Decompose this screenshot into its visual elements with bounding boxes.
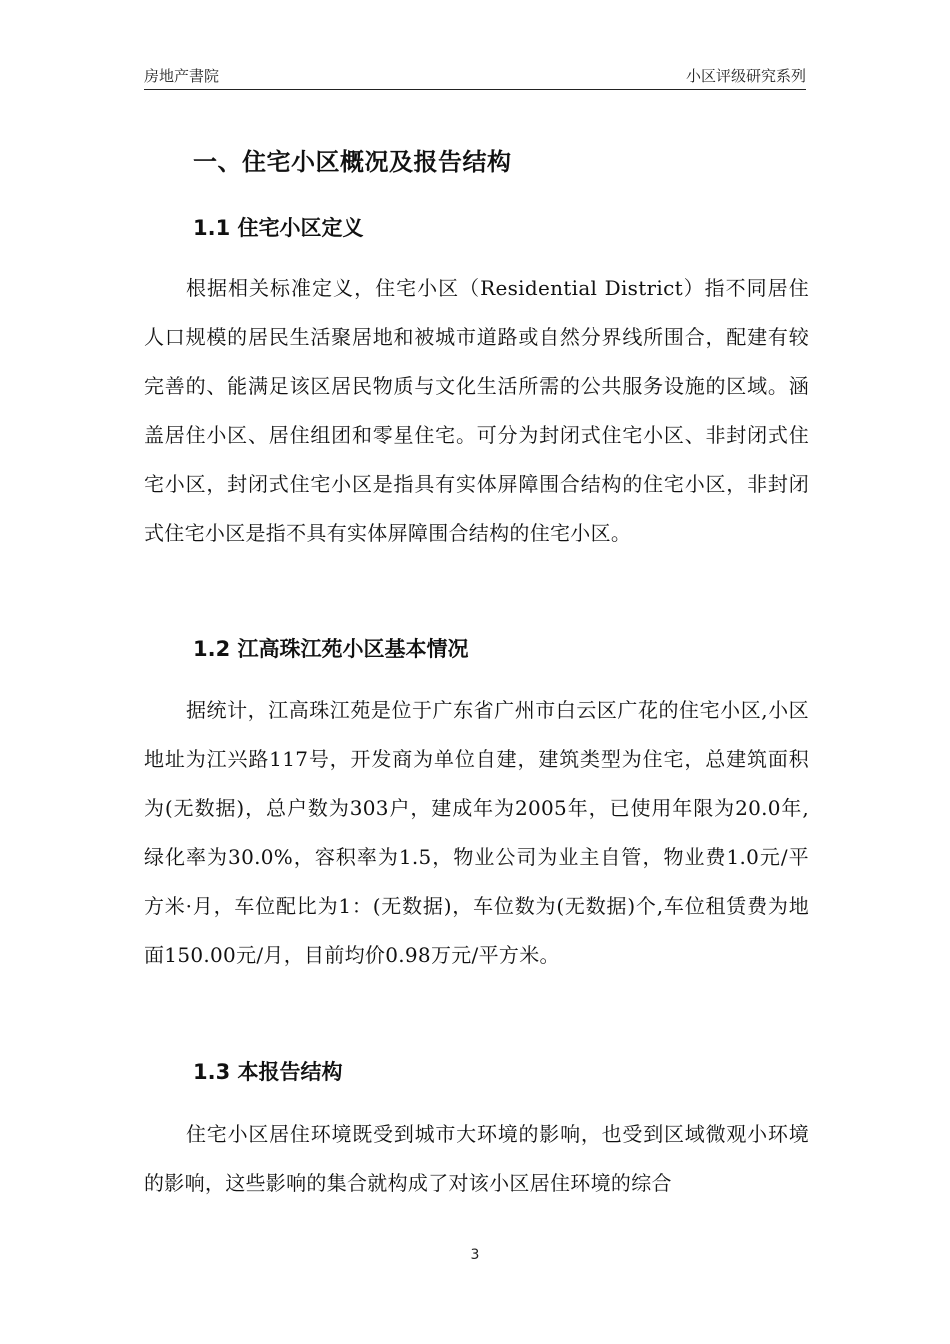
header-right-title: 小区评级研究系列	[685, 67, 806, 85]
section-paragraph-1-2: 据统计，江高珠江苑是位于广东省广州市白云区广花的住宅小区,小区地址为江兴路117号，开发商为单位自建，建筑类型为住宅，总建筑面积为(无数据)，总户数为303户，建成年为2005年，已使用年限为20.0年,绿化率为30.0%，容积率为1.5，物业公司为业主自管，物业费1.0元/平方米·月，车位配比为1：(无数据)，车位数为(无数据)个,车位租赁费为地面150.00元/月，目前均价0.98万元/平方米。	[144, 698, 809, 967]
chapter-title: 一、住宅小区概况及报告结构	[193, 148, 512, 176]
section-title-1-3: 1.3 本报告结构	[193, 1060, 343, 1084]
header-left-title: 房地产書院	[144, 67, 220, 85]
section-title-1-1: 1.1 住宅小区定义	[193, 216, 364, 240]
section-paragraph-1-1: 根据相关标准定义，住宅小区（Residential District）指不同居住人口规模的居民生活聚居地和被城市道路或自然分界线所围合，配建有较完善的、能满足该区居民物质与文化生活所需的公共服务设施的区域。涵盖居住小区、居住组团和零星住宅。可分为封闭式住宅小区、非封闭式住宅小区，封闭式住宅小区是指具有实体屏障围合结构的住宅小区，非封闭式住宅小区是指不具有实体屏障围合结构的住宅小区。	[144, 276, 809, 545]
section-title-1-2: 1.2 江高珠江苑小区基本情况	[193, 637, 469, 661]
page-number: 3	[470, 1247, 480, 1263]
section-paragraph-1-3: 住宅小区居住环境既受到城市大环境的影响，也受到区域微观小环境的影响，这些影响的集合就构成了对该小区居住环境的综合	[144, 1122, 809, 1195]
header-divider	[144, 89, 806, 90]
